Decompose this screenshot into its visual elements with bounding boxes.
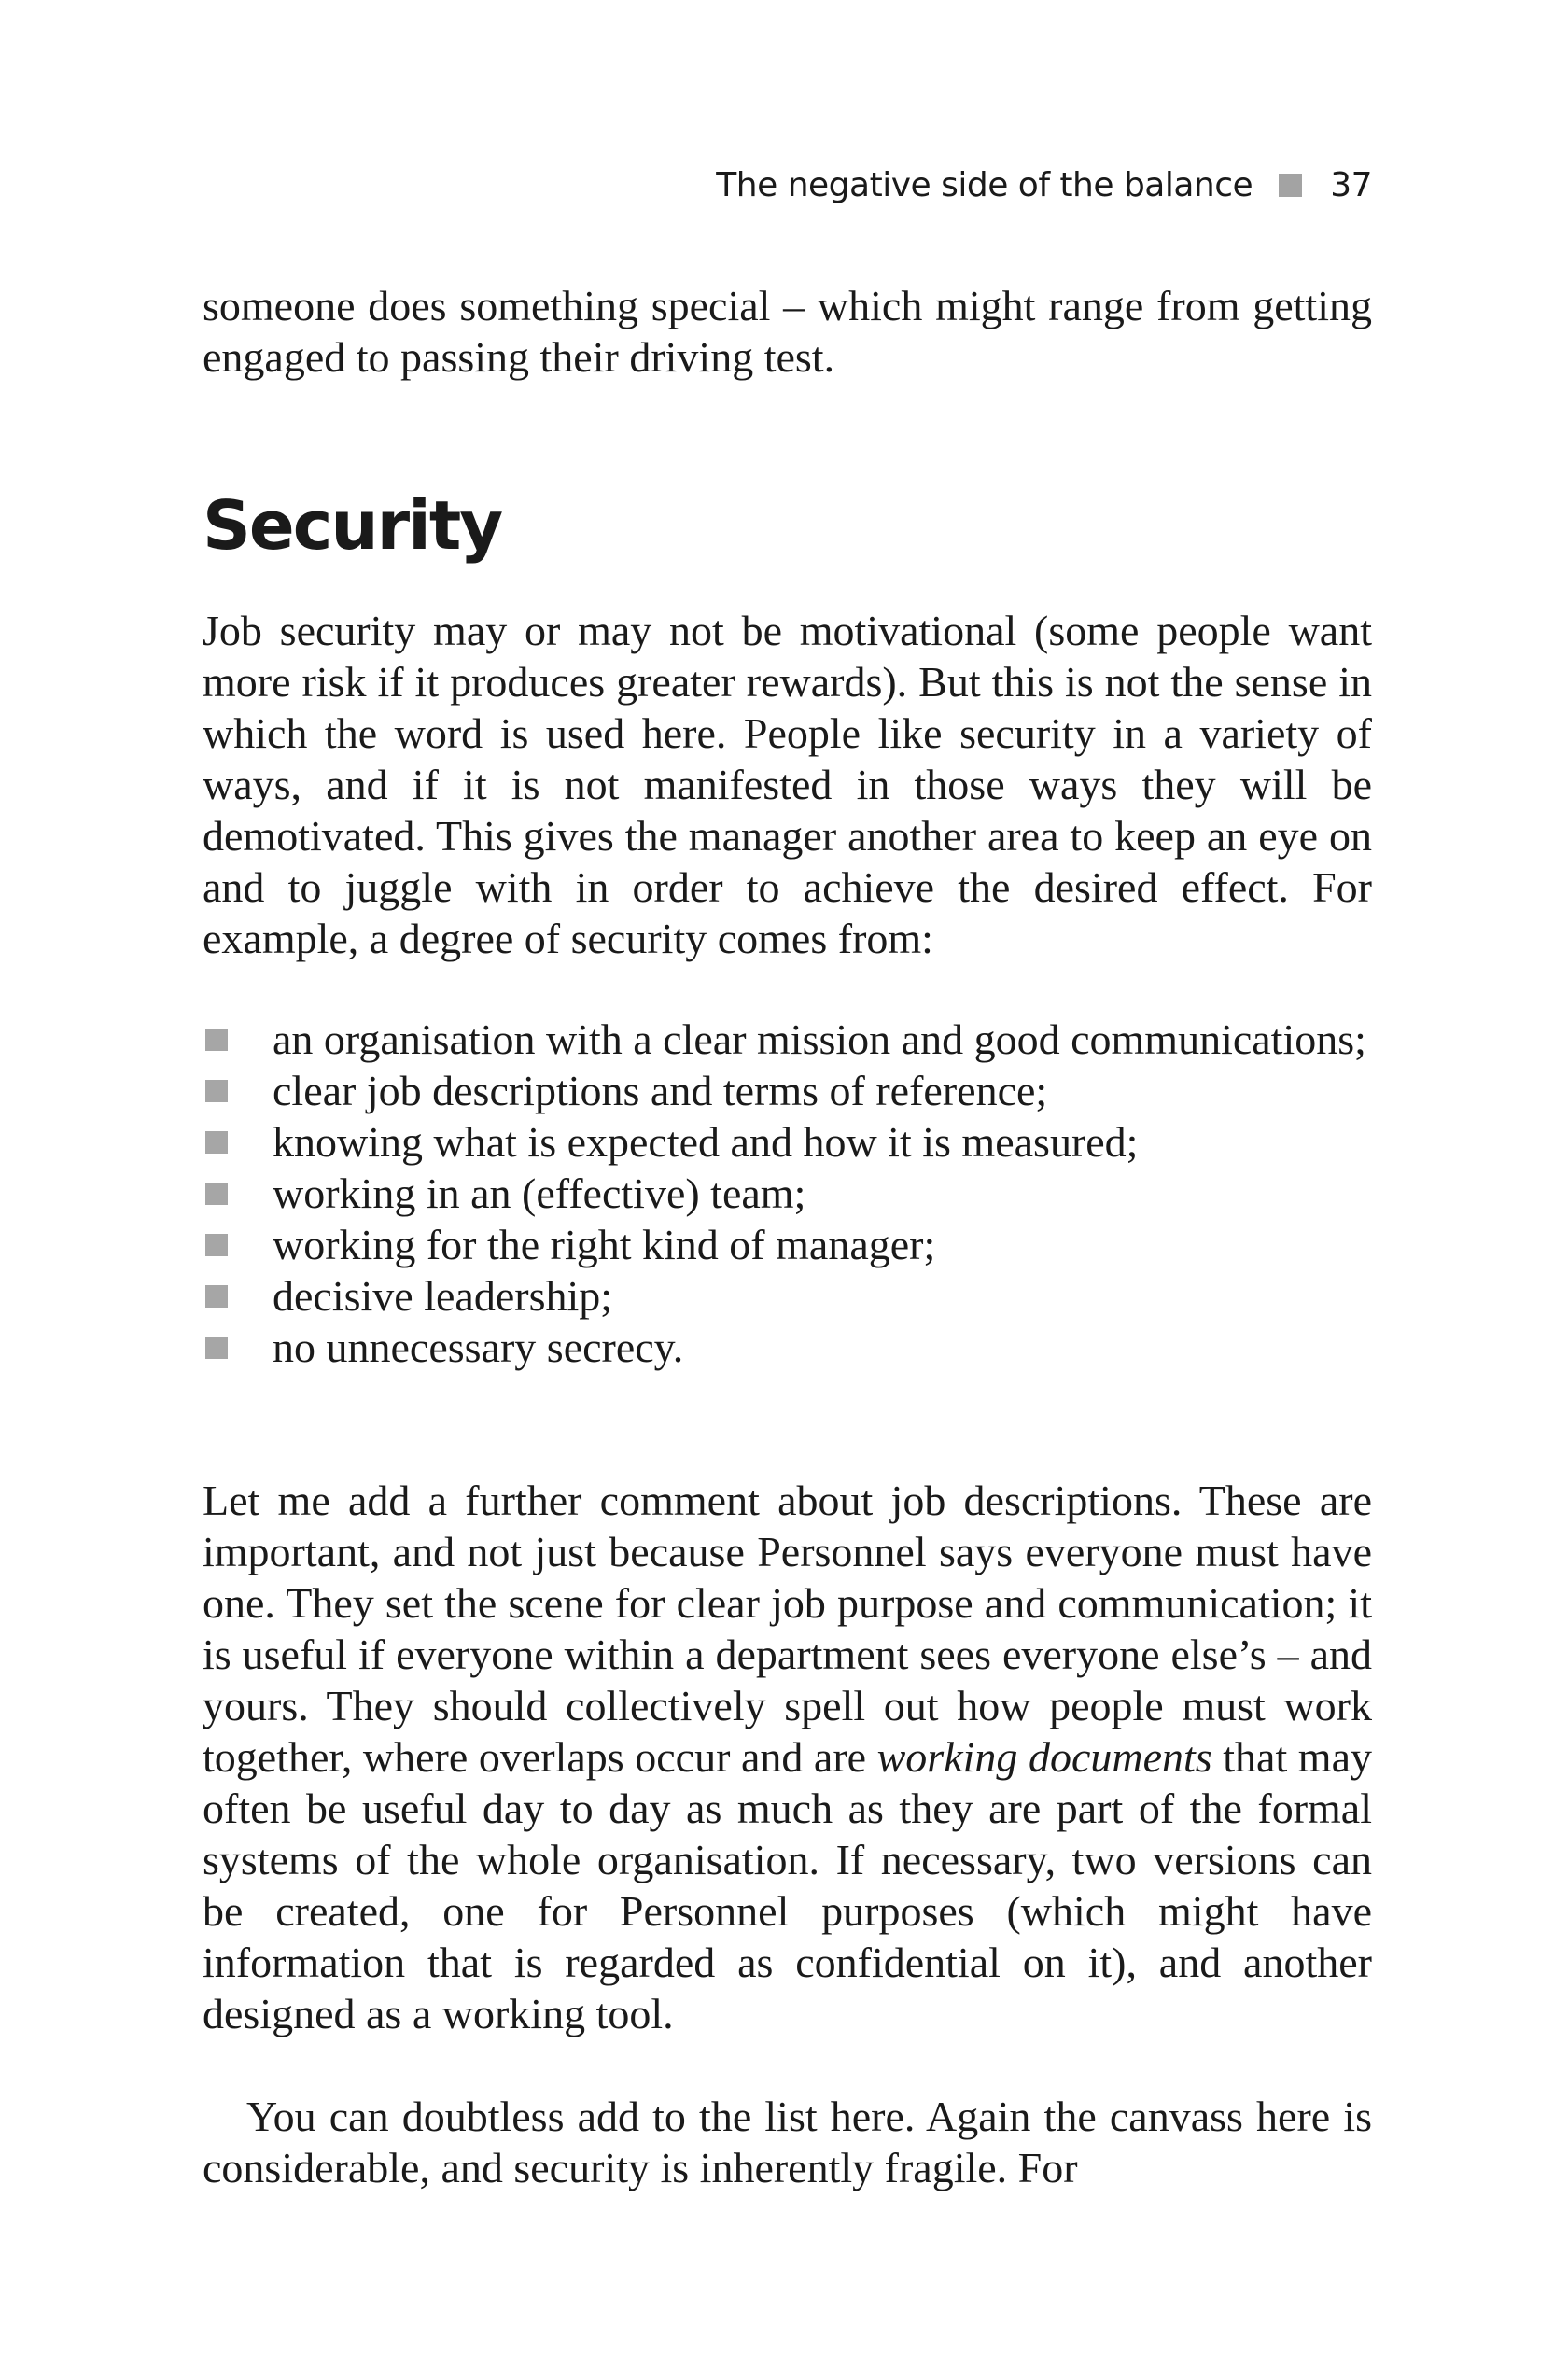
bullet-list <box>203 1014 1372 1373</box>
book-page <box>203 0 1372 2380</box>
list-item-text: decisive leadership; <box>273 1272 613 1320</box>
paragraph-text: that may often be useful day to day as much as they are part of the formal systems of the whole organisation. If necessary, two versions can be created, one for Personnel purposes (which might have information that is regarded as confidential on it), and another designed as a working tool. <box>203 1733 1372 2037</box>
square-bullet-icon <box>205 1183 228 1205</box>
square-bullet-icon <box>205 1131 228 1154</box>
emphasis-text: working documents <box>876 1733 1212 1781</box>
list-item <box>203 1219 1372 1270</box>
list-item-text: no unnecessary secrecy. <box>273 1323 684 1371</box>
paragraph-security-intro: Job security may or may not be motivational (some people want more risk if it produces greater rewards). But this is not the sense in which the word is used here. People like security in a variety of ways, and if it is not manifested in those ways they will be demotivated. This gives the manager another area to keep an eye on and to juggle with in order to achieve the desired effect. For example, a degree of security comes from: <box>203 607 1372 962</box>
list-item <box>203 1270 1372 1322</box>
list-item <box>203 1014 1372 1065</box>
square-bullet-icon <box>205 1285 228 1308</box>
paragraph-continued: someone does something special – which might range from getting engaged to passing their driving test. <box>203 282 1372 381</box>
list-item <box>203 1065 1372 1116</box>
list-item-text: an organisation with a clear mission and good communications; <box>273 1015 1366 1063</box>
list-item-text: working in an (effective) team; <box>273 1169 806 1217</box>
square-bullet-icon <box>205 1080 228 1102</box>
list-item-text: clear job descriptions and terms of reference; <box>273 1067 1048 1114</box>
list-item-text: knowing what is expected and how it is measured; <box>273 1118 1139 1166</box>
square-bullet-icon <box>1279 174 1302 197</box>
page-number: 37 <box>1330 165 1372 204</box>
paragraph-text: Let me add a further comment about job descriptions. These are important, and not just because Personnel says everyone must have one. They set the scene for clear job purpose and communication; it is useful if everyone within a department sees everyone else’s – and yours. They should collectively spell out how people must work together, where overlaps occur and are <box>203 1477 1372 1781</box>
square-bullet-icon <box>205 1029 228 1051</box>
square-bullet-icon <box>205 1337 228 1359</box>
section-heading: Security <box>203 486 502 565</box>
list-item-text: working for the right kind of manager; <box>273 1221 936 1268</box>
running-head-title: The negative side of the balance <box>716 165 1253 204</box>
list-item <box>203 1116 1372 1168</box>
paragraph-job-descriptions <box>203 1475 1372 2039</box>
running-head <box>716 161 1372 208</box>
paragraph-closing: You can doubtless add to the list here. Again the canvass here is considerable, and security is inherently fragile. For <box>203 2093 1372 2191</box>
square-bullet-icon <box>205 1234 228 1256</box>
list-item <box>203 1168 1372 1219</box>
list-item <box>203 1322 1372 1373</box>
